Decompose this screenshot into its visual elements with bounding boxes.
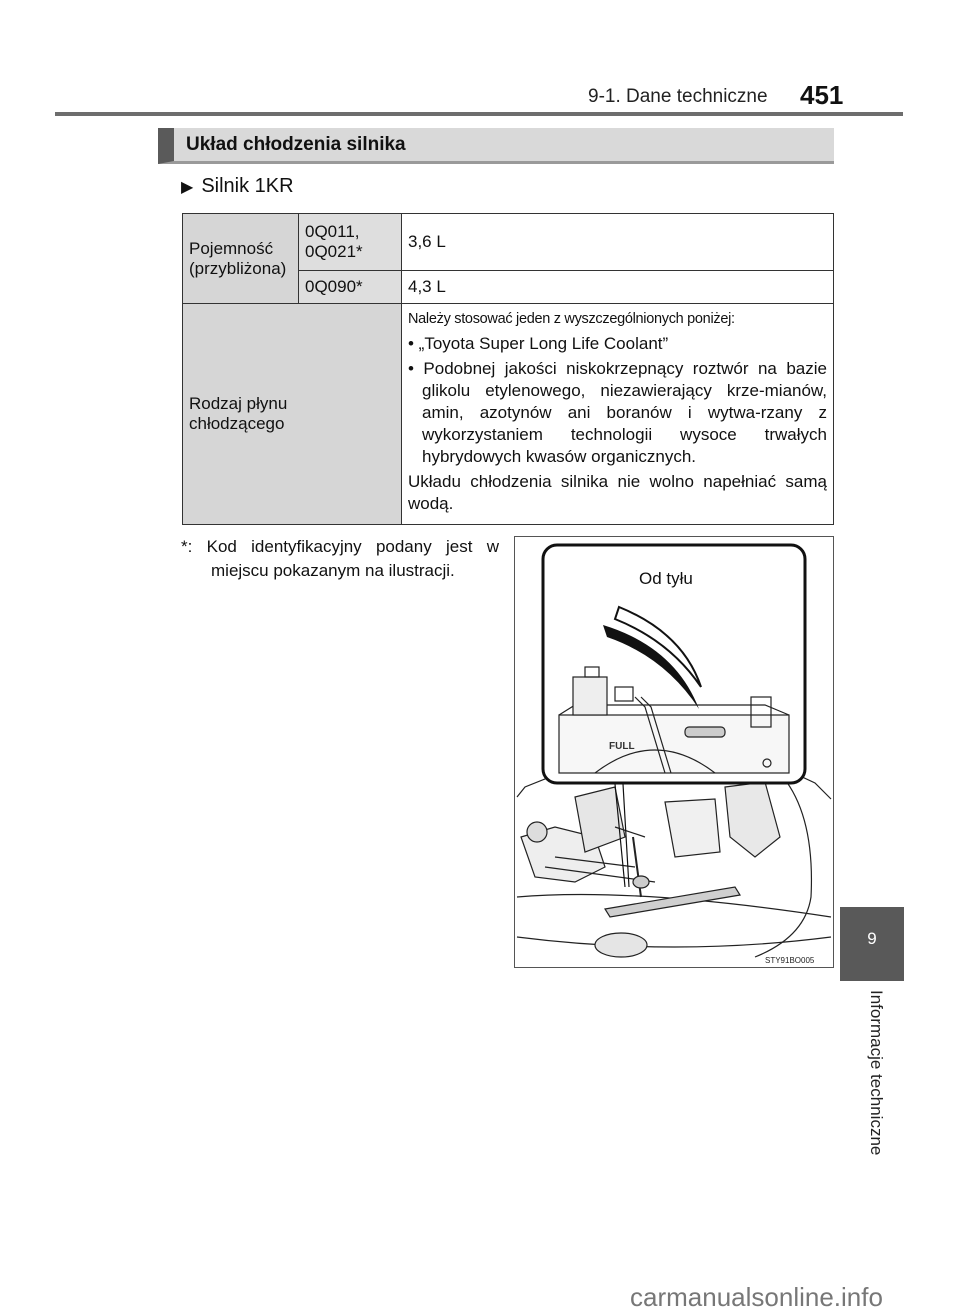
header-rule <box>55 112 903 116</box>
engine-label: Silnik 1KR <box>201 175 294 197</box>
table-row <box>183 214 834 271</box>
engine-bay-drawing <box>517 759 831 957</box>
section-title: Układ chłodzenia silnika <box>186 134 406 155</box>
right-triangle-icon: ▶ <box>181 179 194 196</box>
coolant-type-description <box>402 304 834 525</box>
callout-label: Od tyłu <box>639 569 693 588</box>
model-codes-cell: 0Q090* <box>299 271 402 304</box>
capacity-value-cell: 4,3 L <box>402 271 834 304</box>
chapter-side-label: Informacje techniczne <box>867 990 886 1156</box>
coolant-intro: Należy stosować jeden z wyszczególnionych poniżej: <box>408 311 735 327</box>
coolant-warning: Układu chłodzenia silnika nie wolno napełniać samą wodą. <box>408 472 827 513</box>
capacity-value-cell: 3,6 L <box>402 214 834 271</box>
chapter-number: 9 <box>867 929 877 948</box>
table-row <box>183 304 834 525</box>
model-codes-cell: 0Q011, 0Q021* <box>299 214 402 271</box>
engine-bay-illustration <box>514 536 834 968</box>
chapter-side-tab <box>840 907 904 981</box>
page-header-chapter: 9-1. Dane techniczne <box>588 86 768 107</box>
coolant-spec-table <box>182 213 834 525</box>
section-title-bar <box>158 128 834 164</box>
page-number: 451 <box>800 80 844 110</box>
watermark: carmanualsonline.info <box>630 1282 883 1312</box>
fill-level-label: FULL <box>609 741 635 752</box>
coolant-item: • „Toyota Super Long Life Coolant” <box>408 334 669 353</box>
illustration-code: STY91BO005 <box>765 956 815 965</box>
capacity-label: Pojemność (przybliżona) <box>183 214 299 304</box>
coolant-item: • Podobnej jakości niskokrzepnący roztwór na bazie glikolu etylenowego, niezawierający krze-mianów, amin, azotynów ani boranów i wytwa-rzany z wykorzystaniem technologii wysoce trwałych hybrydowych kwasów organicznych. <box>408 359 827 466</box>
footnote: *: Kod identyfikacyjny podany jest w miejscu pokazanym na ilustracji. <box>181 537 499 580</box>
engine-bullet <box>181 175 294 198</box>
coolant-type-label: Rodzaj płynu chłodzącego <box>183 304 402 525</box>
